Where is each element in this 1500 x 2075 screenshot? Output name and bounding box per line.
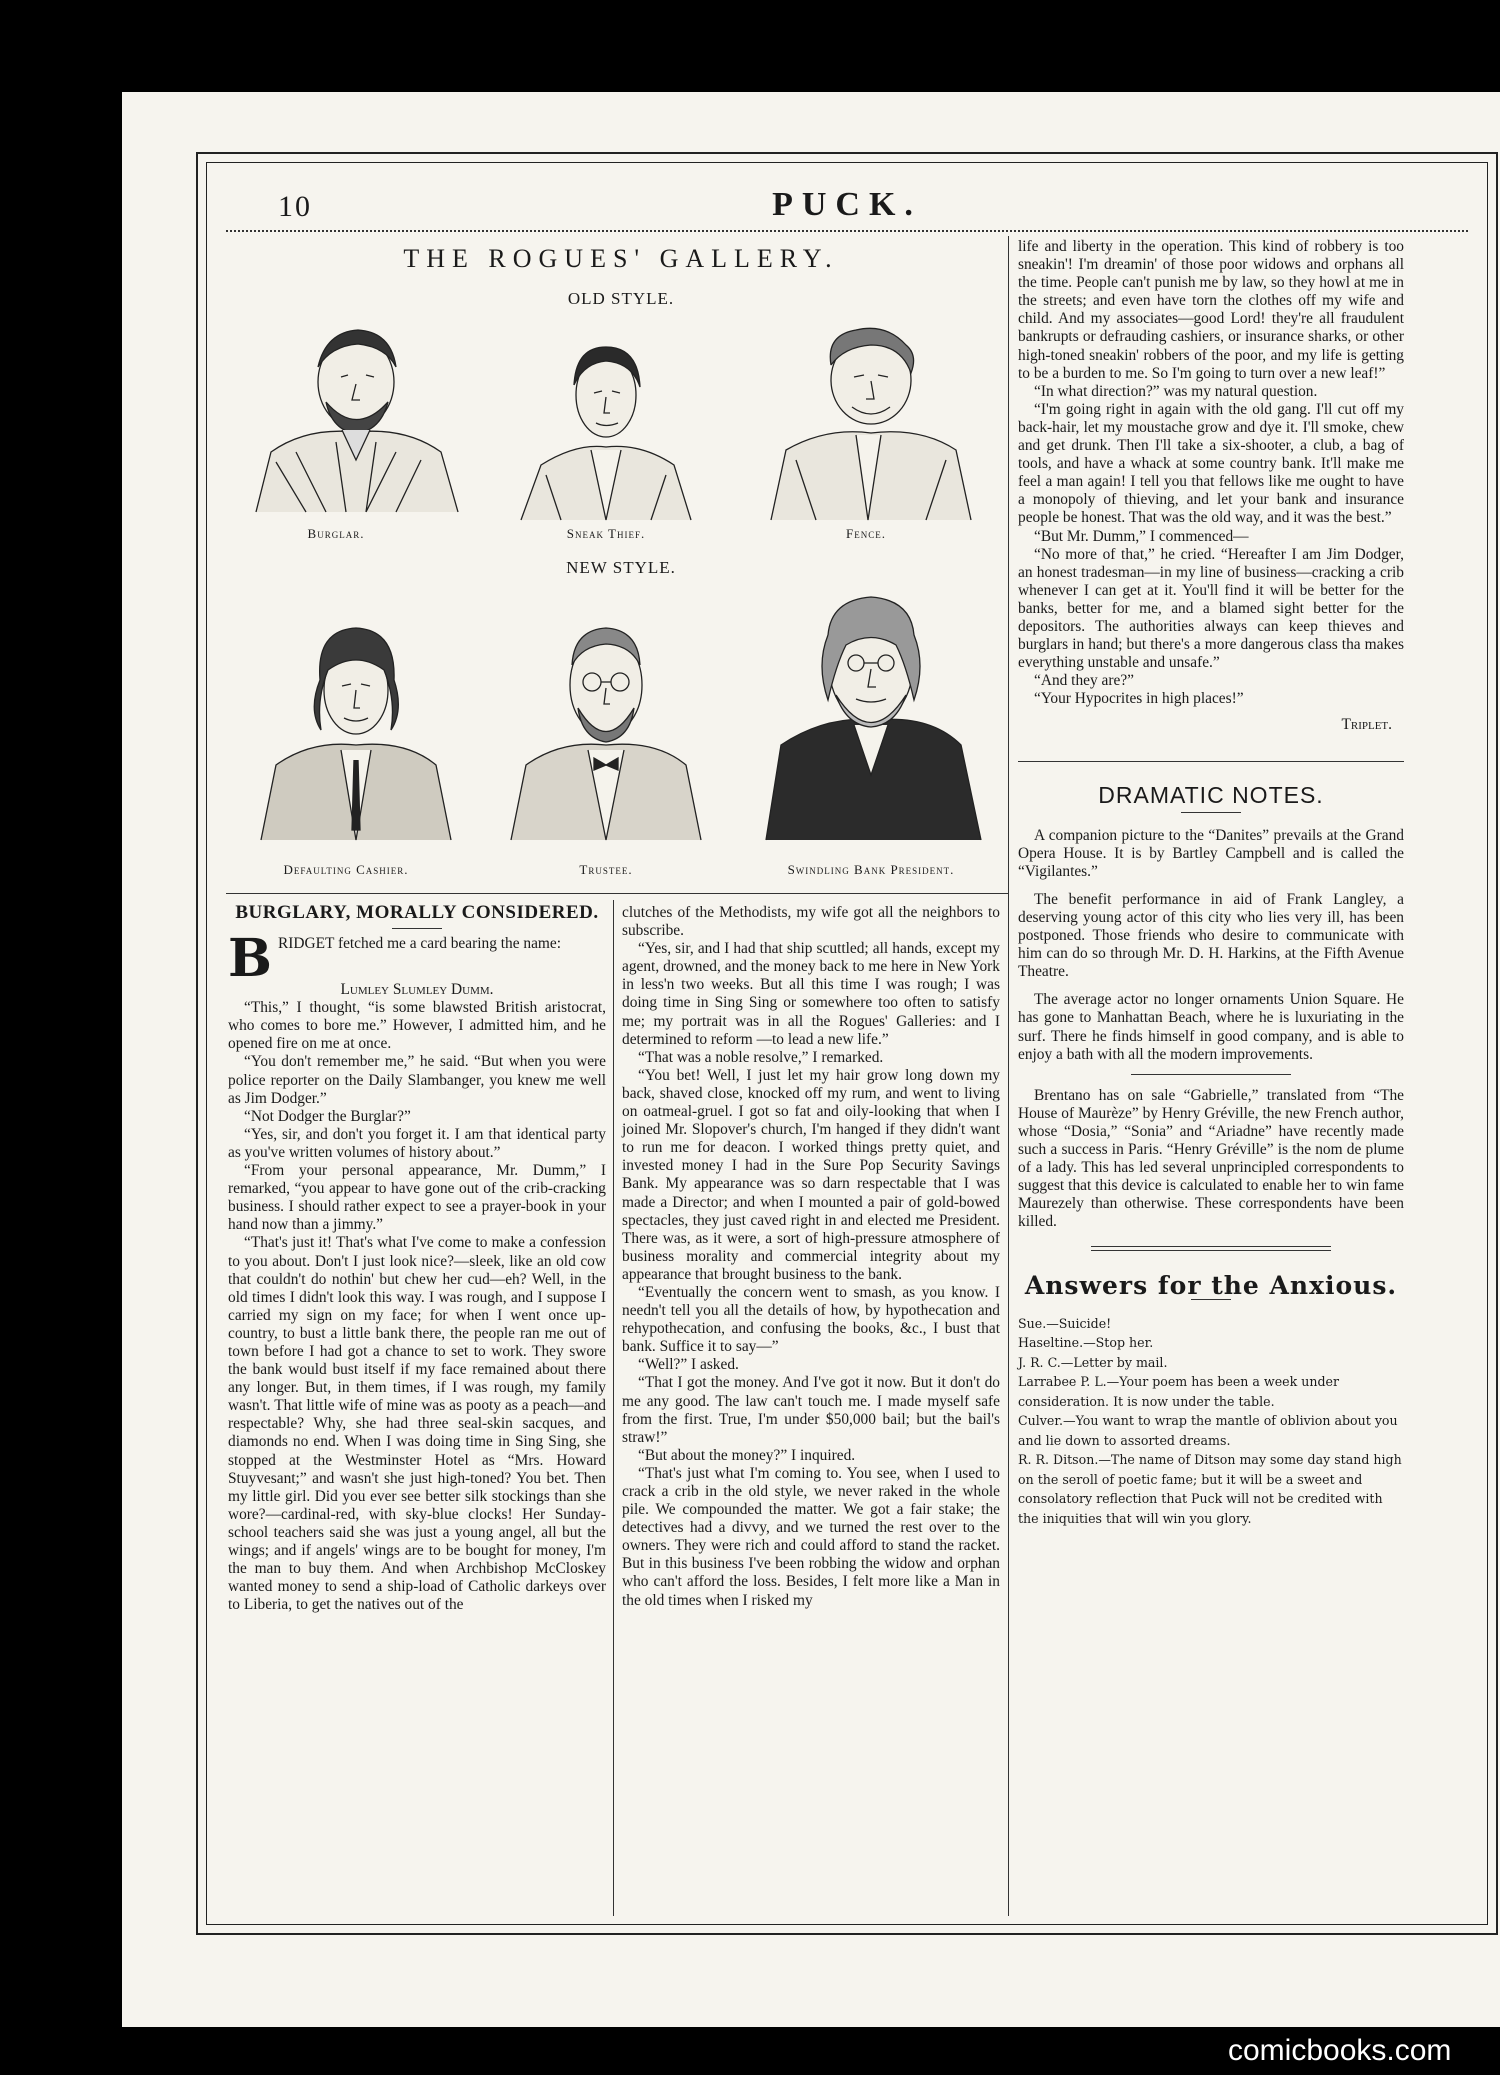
burglary-para: “Eventually the concern went to smash, as you know. I needn't tell you all the details of how, by hypothecation and rehypothecation, and confusing the books, &c., I bust that bank. Suffice it to say—” bbox=[622, 1283, 1000, 1356]
dramatic-para: The average actor no longer ornaments Union Square. He has gone to Manhattan Beach, where he is luxuriating in the surf. There he finds himself in good company, and is able to enjoy a bath with all the modern improvements. bbox=[1018, 991, 1404, 1063]
dropcap-letter: B bbox=[228, 928, 272, 990]
burglary-para: “This,” I thought, “is some blawsted British aristocrat, who comes to bore me.” However, I admitted him, and he opened fire on me at once. bbox=[228, 999, 606, 1053]
burglary-para: “You bet! Well, I just let my hair grow long down my back, shaved close, knocked off my rum, and went to living on oatmeal-gruel. I got so fat and oily-looking that when I joined Mr. Slopover's church, I'm hanged if they didn't want to run me for deacon. I worked things pretty quiet, and invested money I had in the Sure Pop Security Savings Bank. My appearance was so darn respectable that I was made a Director; and when I mounted a pair of gold-bowed spectacles, they just caved right in and elected me President. There was, as it were, a sort of high-pressure atmosphere of business morality and commercial integrity about my appearance that brought business to the bank. bbox=[622, 1066, 1000, 1283]
dramatic-para: Brentano has on sale “Gabrielle,” translated from “The House of Maurèze” by Henry Gréville, the new French author, whose “Dosia,” “Sonia” and “Ariadne” have recently made such a success in Paris. “Henry Gréville” is the nom de plume of a lady. This has led several unprincipled correspondents to suggest that this device is calculated to enable her to win fame Maurezely than otherwise. These correspondents have been killed. bbox=[1018, 1086, 1404, 1231]
burglary-column-2 bbox=[622, 904, 1000, 1610]
caption-swindling-bank-president: Swindling Bank President. bbox=[787, 862, 955, 877]
masthead bbox=[226, 184, 1468, 228]
heading-rule bbox=[1181, 812, 1241, 813]
watermark: comicbooks.com bbox=[1228, 2034, 1452, 2067]
masthead-rule bbox=[226, 230, 1468, 236]
burglary-para: “That was a noble resolve,” I remarked. bbox=[638, 1048, 884, 1066]
burglary-para: “That's just it! That's what I've come to make a confession to you about. Don't I just look nice?—sleek, like an old cow that couldn't do nothin' but chew her cud—eh? Well, in the old times I didn't look this way. I was rough, and I suppose I carried my sign on my face; for when I went once up-country, to bust a little bank there, the people ran me out of town before I had got a chance to set to work. They swore the bank would bust itself if my face remained about there any longer. But, in them times, if I was rough, my family wasn't. That little wife of mine was as pooty as a peach—and respectable? Why, she had three seal-skin sacques, and diamonds no end. When I was doing time in Sing Sing, she stopped at the Westminster Hotel as “Mrs. Howard Stuyvesant;” and wasn't she just high-toned? You bet. Then my little girl. Did you ever see better silk stockings than she wore?—cardinal-red, with sky-blue clocks! Her Sunday-school teachers said she was just a young angel, all but the wings; and if angels' wings are to be bought for money, I'm the man to buy them. And when Archbishop McCloskey wanted money to send a ship-load of Catholic darkeys over to Liberia, to get the natives out of the bbox=[228, 1234, 606, 1614]
caption-trustee: Trustee. bbox=[579, 862, 633, 877]
burglary-para: life and liberty in the operation. This kind of robbery is too sneakin'! I'm dreamin' of those poor widows and orphans all the time. People can't punish me by law, so they howl at me in the streets; and even have torn the clothes off my wife and child. And my associates—good Lord! they're all fraudulent bankrupts or defrauding cashiers, or insurance sharks, or other high-toned sneakin' robbers of the poor, and my life is getting to be a burden to me. So I'm going to turn over a new leaf!” bbox=[1018, 238, 1404, 382]
paper-name: PUCK. bbox=[772, 186, 922, 223]
page-number: 10 bbox=[278, 190, 312, 223]
dramatic-para: The benefit performance in aid of Frank Langley, a deserving young actor of this city who lies very ill, has been postponed. Those friends who desire to communicate with him can do so through Mr. D. H. Harkins, at the Fifth Avenue Theatre. bbox=[1018, 890, 1404, 981]
fence-portrait bbox=[756, 315, 986, 525]
heading-rule bbox=[392, 928, 442, 929]
burglary-para: “Not Dodger the Burglar?” bbox=[244, 1107, 411, 1125]
burglary-para: “Well?” I asked. bbox=[638, 1356, 739, 1374]
card-name: Lumley Slumley Dumm. bbox=[340, 981, 494, 999]
burglary-para: “In what direction?” was my natural question. bbox=[1034, 382, 1318, 400]
answers-heading: Answers for the Anxious. bbox=[1024, 1270, 1398, 1300]
new-style-label: NEW STYLE. bbox=[566, 558, 676, 577]
burglary-para: clutches of the Methodists, my wife got all the neighbors to subscribe. bbox=[622, 904, 1000, 940]
answers-list bbox=[1018, 1314, 1404, 1529]
burglar-portrait bbox=[246, 312, 466, 522]
burglary-para: “From your personal appearance, Mr. Dumm,” I remarked, “you appear to have gone out of the crib-cracking business. I should rather expect to see a prayer-book in your hand now than a jimmy.” bbox=[228, 1162, 606, 1234]
burglary-para: “Your Hypocrites in high places!” bbox=[1034, 690, 1244, 708]
burglary-para: “No more of that,” he cried. “Hereafter I am Jim Dodger, an honest tradesman—in my line of business—cracking a crib whenever I can get at it. You'll find it will be better for the banks, better for me, and a blamed sight better for the depositors. The authorities always can keep thieves and burglars in hand; but there's a more dangerous class tha makes everything unstable and unsafe.” bbox=[1018, 545, 1404, 672]
dramatic-notes-heading: DRAMATIC NOTES. bbox=[1098, 781, 1324, 808]
gallery-title: THE ROGUES' GALLERY. bbox=[403, 244, 839, 273]
column-rule-right bbox=[1008, 236, 1009, 1916]
caption-defaulting-cashier: Defaulting Cashier. bbox=[283, 862, 409, 877]
signature: Triplet. bbox=[1341, 716, 1392, 734]
answer-item: Haseltine.—Stop her. bbox=[1018, 1335, 1154, 1351]
column-rule-middle bbox=[613, 900, 614, 1916]
trustee-portrait bbox=[506, 590, 706, 845]
burglary-para: “I'm going right in again with the old gang. I'll cut off my back-hair, let my moustache grow and dye it. I'll smoke, chew and get drunk. Then I'll take a six-shooter, a club, a bag of tools, and have a whack at some country bank. It'll make me feel a man again! I tell you that fellows like me ought to have a monopoly of thieving, and let your bank and insurance people be honest. That was the old way, and it was the best.” bbox=[1018, 400, 1404, 527]
old-style-label: OLD STYLE. bbox=[567, 289, 675, 308]
caption-sneak-thief: Sneak Thief. bbox=[566, 526, 646, 541]
burglary-para: RIDGET fetched me a card bearing the name: bbox=[277, 935, 561, 953]
burglary-para: “But about the money?” I inquired. bbox=[638, 1446, 856, 1464]
answer-item: Larrabee P. L.—Your poem has been a week under consideration. It is now under the table. bbox=[1018, 1374, 1340, 1409]
separator-rule bbox=[1131, 1074, 1291, 1075]
burglary-para: “Yes, sir, and don't you forget it. I am that identical party as you've written volumes of history about.” bbox=[228, 1125, 606, 1161]
answer-item: Culver.—You want to wrap the mantle of oblivion about you and lie down to assorted dreams. bbox=[1018, 1413, 1398, 1448]
sneak-thief-portrait bbox=[506, 325, 706, 525]
dramatic-para: A companion picture to the “Danites” prevails at the Grand Opera House. It is by Bartley Campbell and is called the “Vigilantes.” bbox=[1018, 826, 1404, 880]
right-column bbox=[1018, 238, 1404, 1528]
burglary-para: “Yes, sir, and I had that ship scuttled; all hands, except my agent, drowned, and the money back to me here in New York in less'n two weeks. But all this time I was rough; I was doing time in Sing Sing or somewhere too often to satisfy me; my portrait was in all the Rogues' Galleries: and I determined to reform —to lead a new life.” bbox=[622, 940, 1000, 1048]
burglary-para: “That's just what I'm coming to. You see, when I used to crack a crib in the old style, we never raked in the whole pile. We compounded the matter. We got a fair stake; the detectives had a divvy, and we turned the rest over to the owners. They were rich and could afford to stand the racket. But in this business I've been robbing the widow and orphan who can't afford the loss. Besides, I felt more like a Man in the old times when I risked my bbox=[622, 1464, 1000, 1609]
caption-fence: Fence. bbox=[846, 526, 886, 541]
section-rule bbox=[1018, 761, 1404, 762]
burglary-heading: BURGLARY, MORALLY CONSIDERED. bbox=[235, 902, 599, 923]
separator-double-rule bbox=[1091, 1246, 1331, 1251]
defaulting-cashier-portrait bbox=[256, 600, 456, 845]
answer-item: J. R. C.—Letter by mail. bbox=[1018, 1354, 1168, 1370]
rogues-gallery-illustration bbox=[236, 240, 1006, 895]
burglary-para: “And they are?” bbox=[1034, 672, 1134, 690]
caption-burglar: Burglar. bbox=[307, 526, 365, 541]
answer-item: Sue.—Suicide! bbox=[1018, 1315, 1112, 1331]
swindling-bank-president-portrait bbox=[746, 575, 996, 845]
burglary-para: “You don't remember me,” he said. “But when you were police reporter on the Daily Slambanger, you knew me well as Jim Dodger.” bbox=[228, 1053, 606, 1107]
burglary-column-1 bbox=[228, 904, 606, 1614]
burglary-para: “But Mr. Dumm,” I commenced— bbox=[1034, 527, 1249, 545]
burglary-para: “That I got the money. And I've got it now. But it don't do me any good. The law can't touch me. I made myself safe from the first. True, I'm under $50,000 bail; but the bail's straw!” bbox=[622, 1374, 1000, 1446]
answer-item: R. R. Ditson.—The name of Ditson may some day stand high on the seroll of poetic fame; but it will be a sweet and consolatory reflection that Puck will not be credited with the iniquities that will win you glory. bbox=[1018, 1452, 1402, 1526]
